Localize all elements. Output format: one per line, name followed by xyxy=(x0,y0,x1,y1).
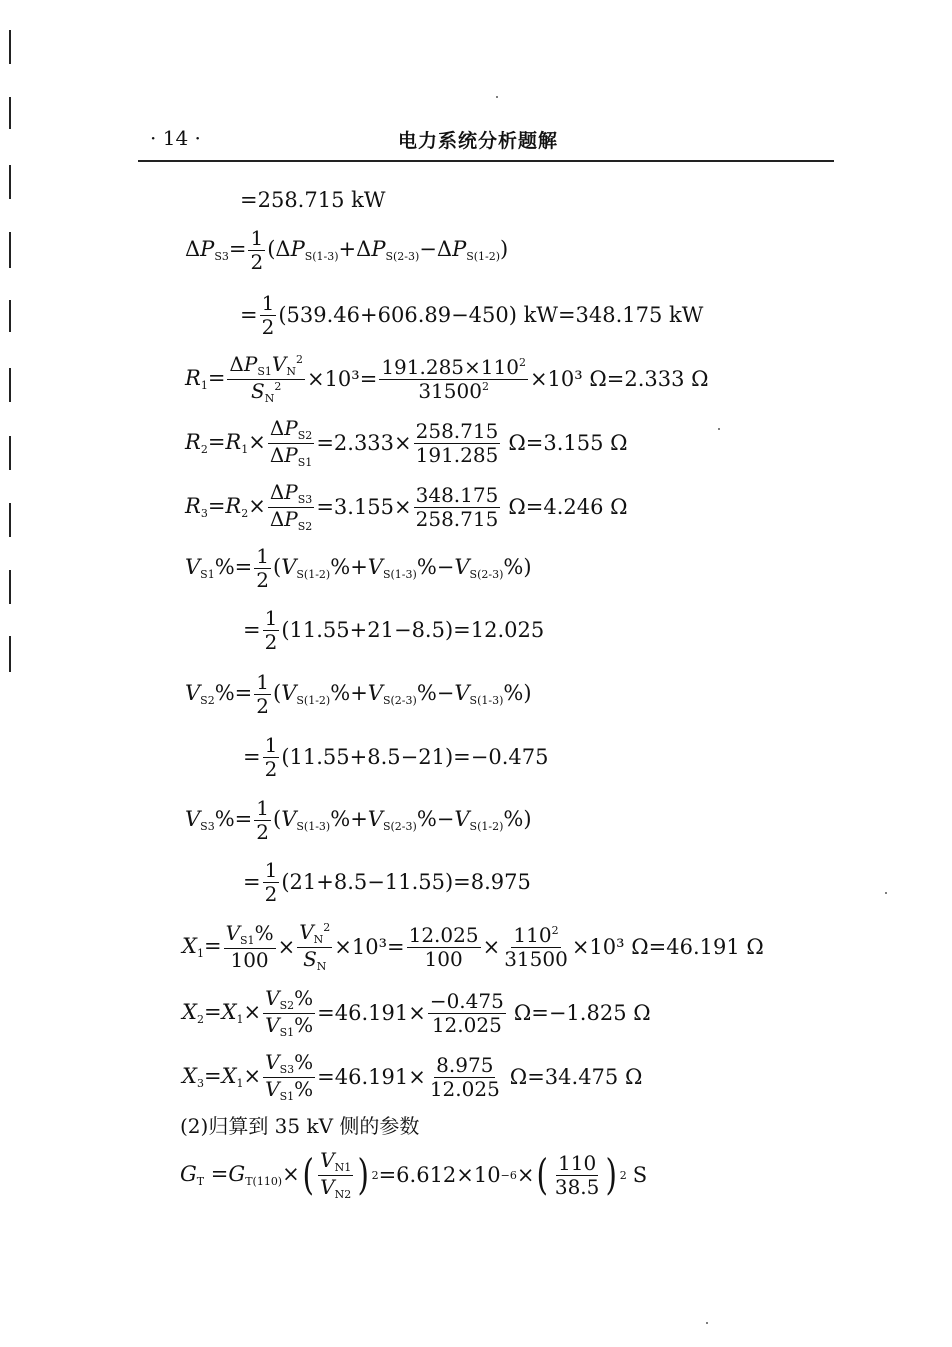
equation-line: = $\frac{1}{2}$ (11.55+8.5−21)=−0.475 xyxy=(243,733,549,781)
fraction: $\frac{V_{S1}\%}{100}$ xyxy=(225,921,274,972)
fraction xyxy=(428,1052,502,1101)
formula-text: $V_{S3}\%=$ xyxy=(185,807,253,833)
fraction: $\frac{1}{2}$ xyxy=(256,544,270,592)
fraction: $\frac{V_{S2}\%}{V_{S1}\%}$ xyxy=(265,986,314,1039)
fraction: $\frac{\Delta P_{S2}}{\Delta P_{S1}}$ xyxy=(269,416,313,469)
binding-mark xyxy=(9,97,11,129)
unit-text: S xyxy=(632,1162,648,1187)
fraction: $\frac{1}{2}$ xyxy=(256,670,270,718)
equation-line: = $\frac{1}{2}$ (21+8.5−11.55)=8.975 xyxy=(243,858,531,906)
formula-text: $X_1=$ xyxy=(182,933,222,960)
book-title: 电力系统分析题解 xyxy=(398,130,559,152)
equation-line xyxy=(185,798,532,843)
fraction xyxy=(414,482,501,531)
denominator-value: 100 xyxy=(424,946,463,971)
result-text: =46.191× xyxy=(317,1064,426,1089)
result-text: (21+8.5−11.55)=8.975 xyxy=(281,870,531,894)
denominator-value: 191.285 xyxy=(415,442,499,467)
formula-text: $G_T =G_{T(110)}\times$ xyxy=(180,1161,300,1188)
fraction: $\frac{1}{2}$ xyxy=(264,858,278,906)
fraction: $\frac{1}{2}$ xyxy=(261,291,275,339)
formula-text: $X_2=X_1\times$ xyxy=(182,999,262,1026)
fraction: $\frac{V_{N1}}{V_{N2}}$ xyxy=(320,1148,352,1201)
result-text: =2.333× xyxy=(316,430,412,455)
binding-mark xyxy=(9,503,11,537)
numerator-value: 8.975 xyxy=(436,1052,494,1077)
numerator-value: 258.715 xyxy=(415,418,499,443)
scan-speck xyxy=(706,1322,708,1324)
equation-line: $R_1=$ $\frac{\Delta P_{S1}V_N^2}{S_N^2}$ ×10³= $\frac{191.285\times 110^2}{31500^2}$ ×10³ Ω=2.333 Ω xyxy=(185,352,709,405)
fraction: $\frac{\Delta P_{S3}}{\Delta P_{S2}}$ xyxy=(269,480,313,533)
binding-mark xyxy=(9,300,11,332)
formula-text: $R_3=R_2\times$ xyxy=(185,493,266,520)
formula-text: $(V_{S(1-2)}\%+V_{S(1-3)}\%-V_{S(2-3)}\%)$ xyxy=(273,555,532,581)
binding-mark xyxy=(9,232,11,268)
equation-line xyxy=(182,1052,642,1102)
result-text: Ω=3.155 Ω xyxy=(508,430,628,455)
result-text: Ω=−1.825 Ω xyxy=(513,1000,651,1025)
scan-speck xyxy=(496,96,498,98)
scan-speck xyxy=(885,892,887,894)
denominator-value: 31500 xyxy=(418,378,482,403)
formula-text: $V_{S2}\%=$ xyxy=(185,681,253,707)
result-text: =3.155× xyxy=(316,494,412,519)
left-paren: ( xyxy=(536,1150,549,1200)
equation-line xyxy=(185,418,628,468)
fraction xyxy=(553,1150,602,1199)
fraction: $\frac{1}{2}$ xyxy=(264,733,278,781)
result-text: (539.46+606.89−450) kW=348.175 kW xyxy=(278,303,704,327)
exponent: −6 xyxy=(500,1168,517,1182)
result-text: ×10³ Ω=2.333 Ω xyxy=(529,366,709,391)
right-paren: ) xyxy=(357,1150,370,1200)
page-header xyxy=(150,126,834,156)
formula-text: $(V_{S(1-3)}\%+V_{S(2-3)}\%-V_{S(1-2)}\%)$ xyxy=(273,807,532,833)
fraction: $\frac{1}{2}$ xyxy=(256,796,270,844)
fraction: $\frac{\Delta P_{S1}V_N^2}{S_N^2}$ xyxy=(229,352,303,405)
binding-mark xyxy=(9,368,11,402)
scan-speck xyxy=(718,428,720,430)
formula-text: $(V_{S(1-2)}\%+V_{S(2-3)}\%-V_{S(1-3)}\%)$ xyxy=(273,681,532,707)
formula-text: $\Delta P_{S3}=$ xyxy=(185,237,247,263)
equation-line xyxy=(185,228,508,273)
fraction: $\frac{191.285\times 110^2}{31500^2}$ xyxy=(381,354,526,403)
page-number: · 14 · xyxy=(150,126,201,150)
equation-line: $G_T =G_{T(110)}\times$ ( $\frac{V_{N1}}{V_{N2}}$ ) 2 =6.612×10 −6 × ( $\frac{110}{38.5}$ ) 2 S xyxy=(180,1148,648,1201)
fraction xyxy=(428,988,506,1037)
binding-mark xyxy=(9,636,11,672)
numerator-value: −0.475 xyxy=(429,988,504,1013)
binding-mark xyxy=(9,165,11,199)
formula-text: $X_3=X_1\times$ xyxy=(182,1063,262,1090)
fraction: $\frac{1}{2}$ xyxy=(264,606,278,654)
numerator-value: 110 xyxy=(558,1150,597,1175)
section-heading: (2)归算到 35 kV 侧的参数 xyxy=(180,1114,420,1138)
result-text: ×10³ Ω=46.191 Ω xyxy=(571,934,764,959)
fraction: $\frac{V_{S3}\%}{V_{S1}\%}$ xyxy=(265,1050,314,1103)
binding-mark xyxy=(9,436,11,470)
fraction xyxy=(407,922,481,971)
fraction xyxy=(414,418,501,467)
header-rule xyxy=(138,160,834,162)
numerator-value: 12.025 xyxy=(408,922,479,947)
result-text: Ω=34.475 Ω xyxy=(509,1064,643,1089)
result-text: =6.612×10 xyxy=(378,1162,501,1187)
right-paren: ) xyxy=(605,1150,618,1200)
result-text: Ω=4.246 Ω xyxy=(508,494,628,519)
denominator-value: 38.5 xyxy=(554,1174,600,1199)
result-text: =46.191× xyxy=(317,1000,426,1025)
fraction: $\frac{V_N^2}{S_N}$ xyxy=(299,920,331,973)
equation-line xyxy=(185,482,628,532)
formula-text: $R_2=R_1\times$ xyxy=(185,429,266,456)
left-paren: ( xyxy=(302,1150,314,1200)
denominator-value: 258.715 xyxy=(415,506,499,531)
equation-line xyxy=(185,672,532,717)
numerator-value: 191.285×110 xyxy=(381,354,519,379)
binding-mark xyxy=(9,570,11,604)
equation-line: $X_1=$ $\frac{V_{S1}\%}{100}$ × $\frac{V_N^2}{S_N}$ ×10³= $\frac{12.025}{100}$ × $\frac{110^2}{31500}$ ×10³ Ω=46.191 Ω xyxy=(182,920,764,973)
equation-line xyxy=(182,988,651,1038)
equation-line xyxy=(185,546,532,591)
numerator-value: 110 xyxy=(513,922,552,947)
equation-line xyxy=(240,190,385,211)
result-text: (11.55+21−8.5)=12.025 xyxy=(281,618,545,642)
denominator-value: 31500 xyxy=(504,946,568,971)
denominator-value: 12.025 xyxy=(431,1012,502,1037)
numerator-value: 348.175 xyxy=(415,482,499,507)
formula-text: $V_{S1}\%=$ xyxy=(185,555,253,581)
denominator-value: 12.025 xyxy=(429,1076,500,1101)
result-text: (11.55+8.5−21)=−0.475 xyxy=(281,745,549,769)
formula-text: $(\Delta P_{S(1-3)}+\Delta P_{S(2-3)}-\Delta P_{S(1-2)})$ xyxy=(267,237,509,263)
equation-line: = $\frac{1}{2}$ (539.46+606.89−450) kW=348.175 kW xyxy=(240,291,704,339)
result-text: =258.715 kW xyxy=(240,188,386,212)
binding-mark xyxy=(9,30,11,64)
formula-text: $R_1=$ xyxy=(185,365,226,392)
fraction: $\frac{1}{2}$ xyxy=(250,226,264,274)
equation-line: = $\frac{1}{2}$ (11.55+21−8.5)=12.025 xyxy=(243,606,545,654)
fraction: $\frac{110^2}{31500}$ xyxy=(504,922,568,971)
